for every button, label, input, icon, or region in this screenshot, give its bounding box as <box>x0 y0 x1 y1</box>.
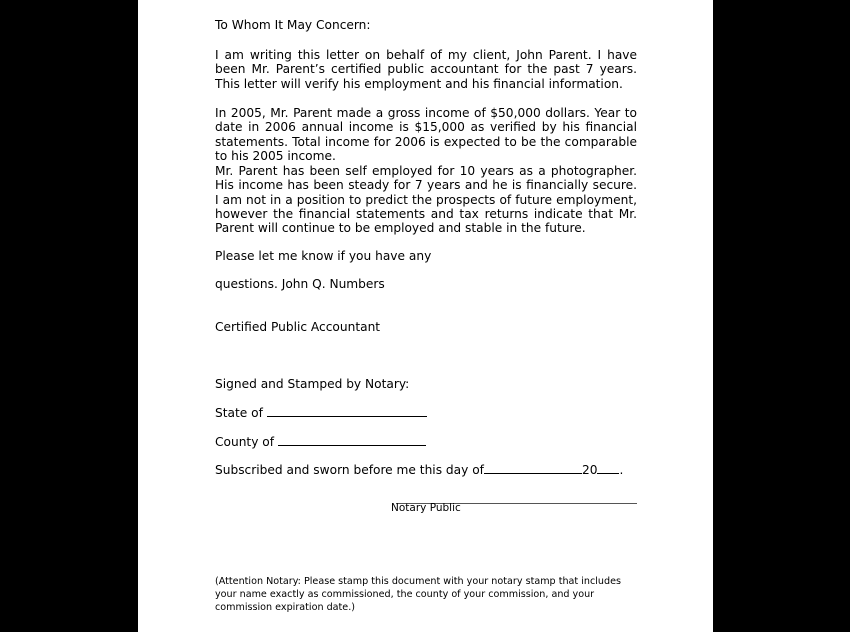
notary-heading: Signed and Stamped by Notary: <box>215 377 410 391</box>
salutation: To Whom It May Concern: <box>215 18 371 32</box>
paragraph-employment: Mr. Parent has been self employed for 10 years as a photographer. His income has been steady for 7 years and he is financially secure. I am not in a position to predict the prospects of future employment, however the financial statements and tax returns indicate that Mr. Parent will continue to be employed and stable in the future. <box>215 164 637 236</box>
day-blank-line <box>484 462 582 474</box>
sworn-line <box>215 462 623 477</box>
state-field <box>215 405 427 420</box>
year-blank-line <box>597 462 619 474</box>
closing-line-2: questions. John Q. Numbers <box>215 277 385 291</box>
paragraph-income: In 2005, Mr. Parent made a gross income of $50,000 dollars. Year to date in 2006 annual income is $15,000 as verified by his financial statements. Total income for 2006 is expected to be the comparable to his 2005 income. <box>215 106 637 163</box>
county-label: County of <box>215 435 275 449</box>
county-blank-line <box>278 434 426 446</box>
state-label: State of <box>215 406 263 420</box>
state-blank-line <box>267 405 427 417</box>
closing-line-1: Please let me know if you have any <box>215 249 432 263</box>
notary-public-label: Notary Public <box>391 502 461 514</box>
year-prefix: 20 <box>581 463 598 477</box>
paragraph-intro: I am writing this letter on behalf of my client, John Parent. I have been Mr. Parent’s certified public accountant for the past 7 years. This letter will verify his employment and his financial information. <box>215 48 637 91</box>
signer-title: Certified Public Accountant <box>215 320 381 334</box>
sworn-period: . <box>619 463 624 477</box>
document-page <box>138 0 713 632</box>
sworn-text: Subscribed and sworn before me this day of <box>215 463 484 477</box>
county-field <box>215 434 426 449</box>
attention-note: (Attention Notary: Please stamp this document with your notary stamp that includes your name exactly as commissioned, the county of your commission, and your commission expiration date.) <box>215 576 621 613</box>
